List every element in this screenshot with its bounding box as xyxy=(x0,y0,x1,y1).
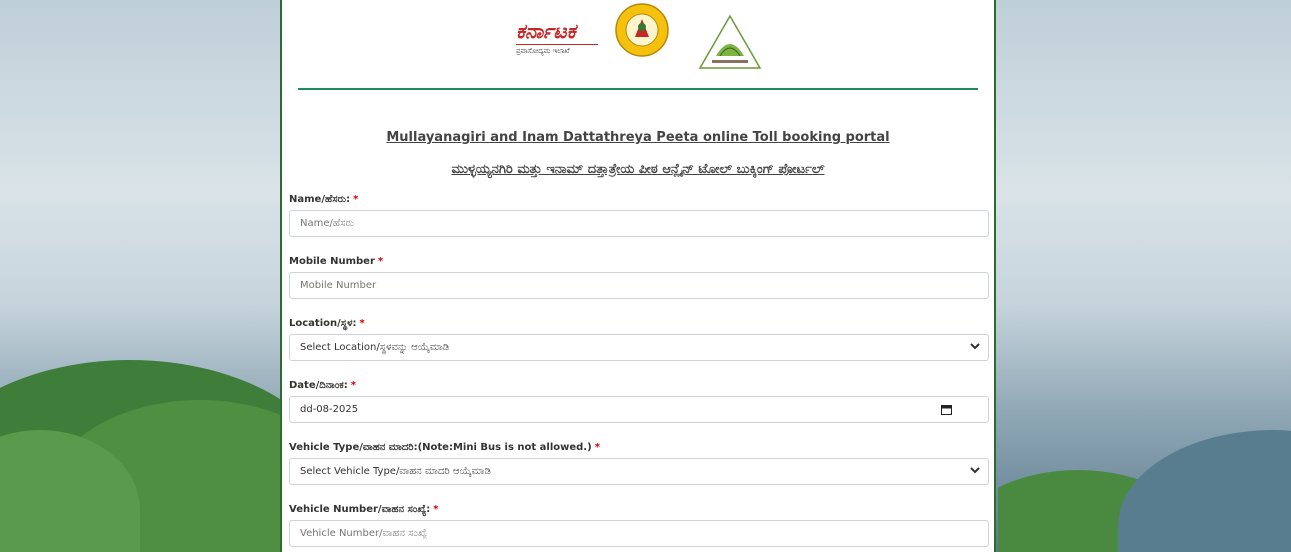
mobile-label: Mobile Number * xyxy=(289,256,384,267)
date-value: dd-08-2025 xyxy=(300,404,359,415)
chevron-down-icon xyxy=(968,339,982,353)
vehicle-type-select[interactable] xyxy=(289,458,989,485)
mobile-input[interactable] xyxy=(289,272,989,299)
date-label: Date/ದಿನಾಂಕ: * xyxy=(289,380,356,391)
karnataka-tourism-wordmark: ಕರ್ನಾಟಕ xyxy=(516,19,576,43)
required-asterisk: * xyxy=(359,318,365,329)
vehicle-number-input[interactable] xyxy=(289,520,989,547)
header-divider xyxy=(298,88,978,90)
background-left xyxy=(0,0,280,552)
name-input[interactable] xyxy=(289,210,989,237)
government-of-karnataka-emblem xyxy=(615,3,669,57)
location-selected-value: Select Location/ಸ್ಥಳವನ್ನು ಆಯ್ಕೆಮಾಡಿ xyxy=(300,342,450,353)
karnataka-tourism-logo xyxy=(516,20,598,66)
booking-card xyxy=(280,0,996,552)
chikkamagaluru-logo xyxy=(698,14,762,70)
vehicle-type-selected-value: Select Vehicle Type/ವಾಹನ ಮಾದರಿ ಆಯ್ಕೆಮಾಡಿ xyxy=(300,466,491,477)
required-asterisk: * xyxy=(350,380,356,391)
required-asterisk: * xyxy=(433,504,439,515)
karnataka-tourism-subtext: ಪ್ರವಾಸೋದ್ಯಮ ಇಲಾಖೆ xyxy=(516,47,570,55)
required-asterisk: * xyxy=(377,256,384,267)
background-right xyxy=(998,0,1291,552)
calendar-icon[interactable] xyxy=(941,404,952,415)
page-title-kannada: ಮುಳ್ಳಯ್ಯನಗಿರಿ ಮತ್ತು ಇನಾಮ್ ದತ್ತಾತ್ರೇಯ ಪೀಠ ಆನ್ಲೈನ್ ಟೋಲ್ ಬುಕ್ಕಿಂಗ್ ಪೋರ್ಟಲ್ xyxy=(451,162,825,177)
chevron-down-icon xyxy=(968,463,982,477)
location-select[interactable] xyxy=(289,334,989,361)
name-label: Name/ಹೆಸರು: * xyxy=(289,194,359,205)
vehicle-type-label: Vehicle Type/ವಾಹನ ಮಾದರಿ:(Note:Mini Bus is not allowed.) * xyxy=(289,442,600,453)
logo-strip xyxy=(282,0,994,80)
required-asterisk: * xyxy=(594,442,600,453)
page-title-english: Mullayanagiri and Inam Dattathreya Peeta online Toll booking portal xyxy=(386,130,890,145)
date-input[interactable] xyxy=(289,396,989,423)
required-asterisk: * xyxy=(353,194,359,205)
location-label: Location/ಸ್ಥಳ: * xyxy=(289,318,365,329)
vehicle-number-label: Vehicle Number/ವಾಹನ ಸಂಖ್ಯೆ: * xyxy=(289,504,439,515)
